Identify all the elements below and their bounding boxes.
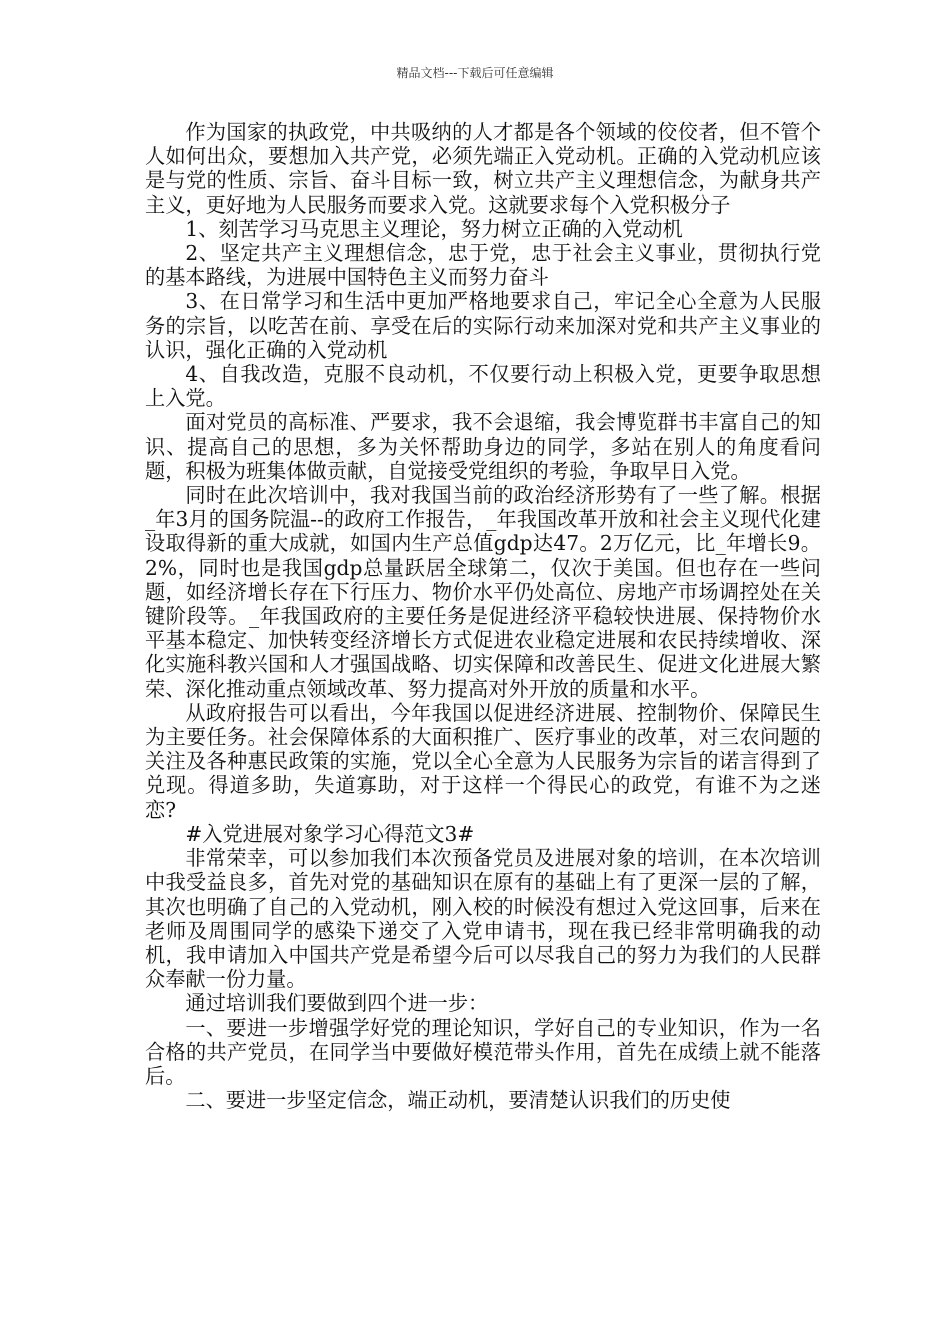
paragraph-economy: 同时在此次培训中，我对我国当前的政治经济形势有了一些了解。根据_年3月的国务院温--的政府工作报告，_年我国改革开放和社会主义现代化建设取得新的重大成就，如国内生产总值gdp达47。2万亿元，比_年增长9。2%，同时也是我国gdp总量跃居全球第二，仅次于美国。但也存在一些问题，如经济增长存在下行压力、物价水平仍处高位、房地产市场调控处在关键阶段等。_年我国政府的主要任务是促进经济平稳较快进展、保持物价水平基本稳定、加快转变经济增长方式促进农业稳定进展和农民持续增收、深化实施科教兴国和人才强国战略、切实保障和改善民生、促进文化进展大繁荣、深化推动重点领域改革、努力提高对外开放的质量和水平。 bbox=[145, 483, 821, 701]
paragraph-intro: 作为国家的执政党，中共吸纳的人才都是各个领域的佼佼者，但不管个人如何出众，要想加入共产党，必须先端正入党动机。正确的入党动机应该是与党的性质、宗旨、奋斗目标一致，树立共产主义理想信念，为献身共产主义，更好地为人民服务而要求入党。这就要求每个入党积极分子 bbox=[145, 120, 821, 217]
page-header: 精品文档---下载后可任意编辑 bbox=[396, 66, 554, 80]
paragraph-four-steps: 通过培训我们要做到四个进一步： bbox=[185, 991, 489, 1016]
paragraph-commitment: 面对党员的高标准、严要求，我不会退缩，我会博览群书丰富自己的知识、提高自己的思想，多为关怀帮助身边的同学，多站在别人的角度看问题，积极为班集体做贡献，自觉接受党组织的考验，争取早日入党。 bbox=[145, 410, 821, 483]
paragraph-government-report: 从政府报告可以看出，今年我国以促进经济进展、控制物价、保障民生为主要任务。社会保障体系的大面积推广、医疗事业的改革，对三农问题的关注及各种惠民政策的实施，党以全心全意为人民服务为宗旨的诺言得到了兑现。得道多助，失道寡助，对于这样一个得民心的政党，有谁不为之迷恋? bbox=[145, 700, 821, 822]
paragraph-step-1: 一、要进一步增强学好党的理论知识，学好自己的专业知识，作为一名合格的共产党员，在同学当中要做好模范带头作用，首先在成绩上就不能落后。 bbox=[145, 1015, 821, 1088]
document-body bbox=[145, 120, 821, 1112]
paragraph-step-2: 二、要进一步坚定信念，端正动机，要清楚认识我们的历史使 bbox=[185, 1088, 731, 1113]
paragraph-point-4: 4、自我改造，克服不良动机，不仅要行动上积极入党，更要争取思想上入党。 bbox=[145, 362, 821, 411]
paragraph-point-2: 2、坚定共产主义理想信念，忠于党，忠于社会主义事业，贯彻执行党的基本路线，为进展中国特色主义而努力奋斗 bbox=[145, 241, 821, 290]
paragraph-point-3: 3、在日常学习和生活中更加严格地要求自己，牢记全心全意为人民服务的宗旨，以吃苦在前、享受在后的实际行动来加深对党和共产主义事业的认识，强化正确的入党动机 bbox=[145, 289, 821, 362]
section-heading: #入党进展对象学习心得范文3# bbox=[185, 821, 475, 846]
paragraph-point-1: 1、刻苦学习马克思主义理论，努力树立正确的入党动机 bbox=[185, 216, 683, 241]
paragraph-training: 非常荣幸，可以参加我们本次预备党员及进展对象的培训，在本次培训中我受益良多，首先对党的基础知识在原有的基础上有了更深一层的了解，其次也明确了自己的入党动机，刚入校的时候没有想过入党这回事，后来在老师及周围同学的感染下递交了入党申请书，现在我已经非常明确我的动机，我申请加入中国共产党是希望今后可以尽我自己的努力为我们的人民群众奉献一份力量。 bbox=[145, 846, 821, 992]
